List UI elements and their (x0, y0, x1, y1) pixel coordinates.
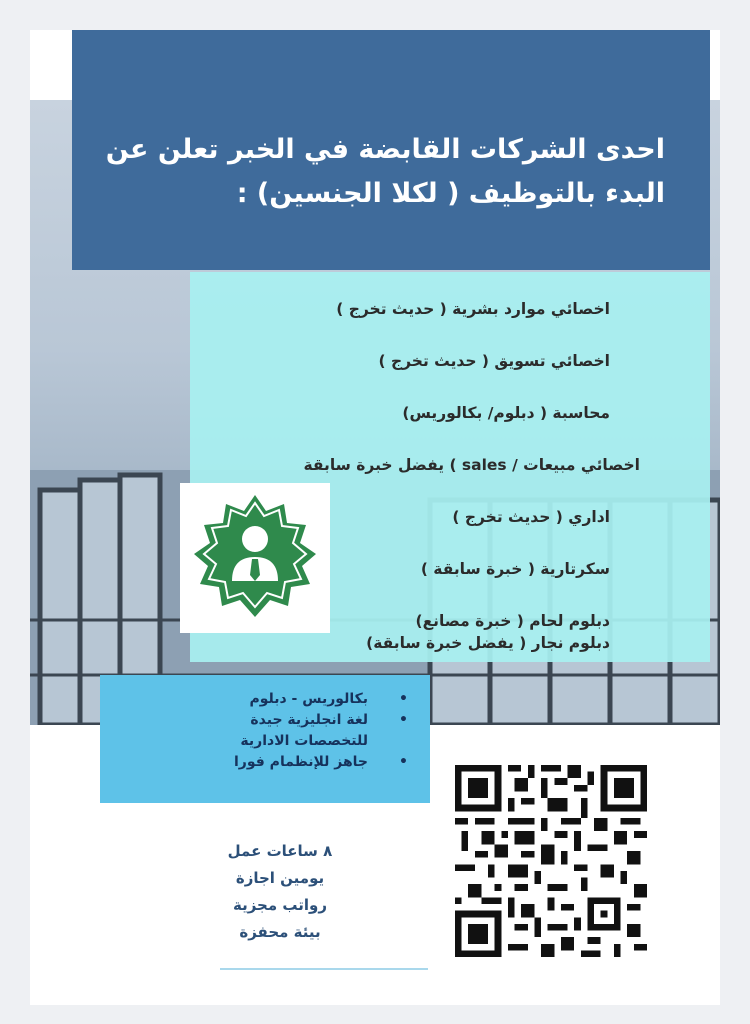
benefit-item: بيئة محفزة (239, 923, 321, 941)
requirement-item: للتخصصات الادارية (240, 733, 368, 749)
job-item: اخصائي موارد بشرية ( حديث تخرج ) (336, 300, 610, 318)
job-item: دبلوم نجار ( يفضل خبرة سابقة) (366, 634, 610, 652)
requirements-box (100, 675, 430, 803)
job-item: اداري ( حديث تخرج ) (452, 508, 610, 526)
job-item: اخصائي تسويق ( حديث تخرج ) (378, 352, 610, 370)
requirement-item: • لغة انجليزية جيدة (234, 710, 368, 731)
bullet-icon: • (399, 691, 408, 707)
job-item: اخصائي مبيعات / sales ) يفضل خبرة سابقة (303, 456, 640, 474)
job-item: محاسبة ( دبلوم/ بكالوريس) (402, 404, 610, 422)
benefit-item: رواتب مجزية (233, 896, 327, 914)
benefit-item: يومين اجازة (235, 869, 325, 887)
requirements-list (234, 689, 408, 773)
job-poster (30, 30, 720, 1005)
benefit-item: ٨ ساعات عمل (227, 842, 333, 860)
qr-code-icon[interactable] (455, 765, 647, 957)
page-title: احدى الشركات القابضة في الخبر تعلن عن البدء بالتوظيف ( لكلا الجنسين) : (105, 134, 665, 209)
requirement-item: • جاهز للإنظمام فورا (234, 752, 368, 773)
employee-badge-icon (192, 493, 318, 619)
benefits-list (210, 838, 350, 946)
requirement-item: • بكالوريس - دبلوم (234, 689, 368, 710)
bullet-icon: • (399, 754, 408, 770)
job-item: دبلوم لحام ( خبرة مصانع) (415, 612, 610, 630)
bullet-icon: • (399, 712, 408, 728)
job-item: سكرتارية ( خبرة سابقة ) (420, 560, 610, 578)
badge-frame (180, 483, 330, 633)
divider (220, 968, 428, 970)
